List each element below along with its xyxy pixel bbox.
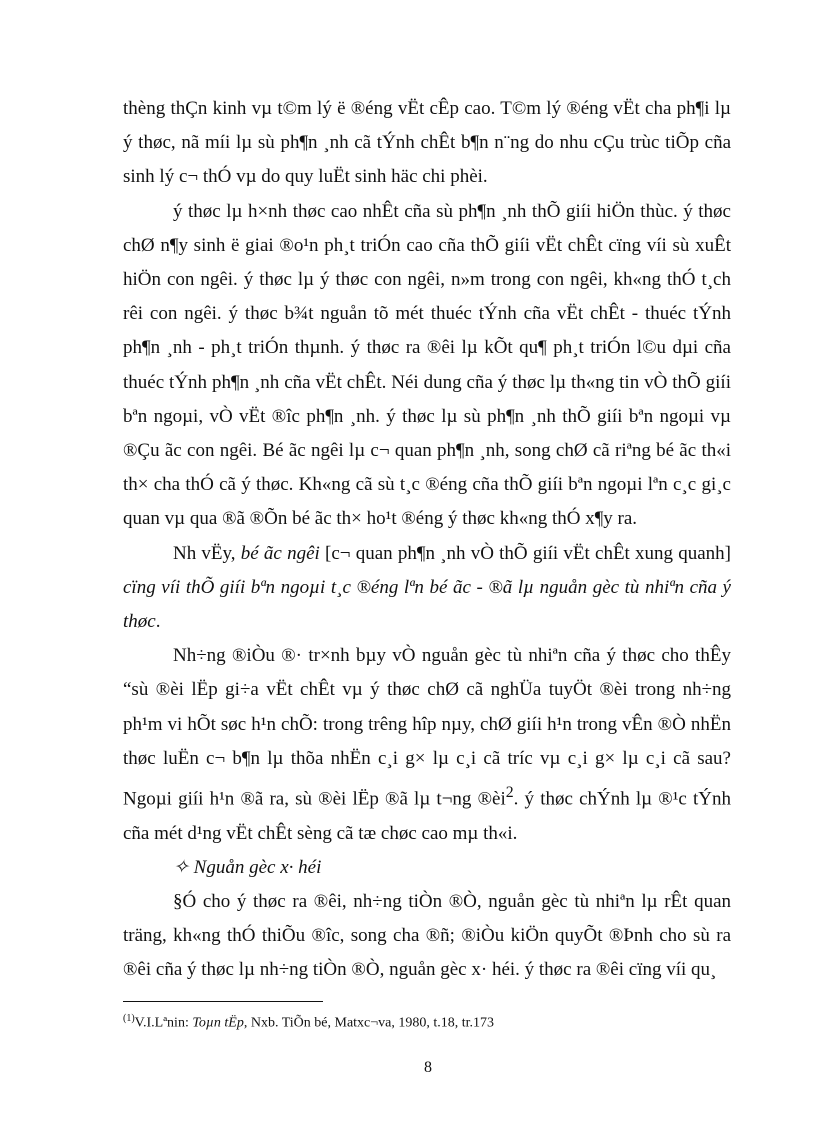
paragraph-3-lead: Nh vËy, <box>173 542 241 564</box>
paragraph-4 <box>123 639 731 851</box>
paragraph-3-end: . <box>155 611 161 633</box>
paragraph-3-middle: [c¬ quan ph¶n ¸nh vÒ thÕ giíi vËt chÊt xung quanh] <box>319 542 732 564</box>
paragraph-4-text: Nh÷ng ®iÒu ®· tr×nh bµy vÒ nguån gèc tù nhiªn cña ý thøc cho thÊy “sù ®èi lËp gi÷a vËt chÊt vµ ý thøc chØ cã nghÜa tuyÖt ®èi trong nh÷ng ph¹m vi hÕt søc h¹n chÕ: trong trêng hîp nµy, chØ giíi h¹n trong vÊn ®Ò nhËn thøc luËn c¬ b¶n lµ thõa nhËn c¸i g× lµ c¸i cã tríc vµ c¸i g× lµ c¸i cã sau? Ngoµi giíi h¹n ®ã ra, sù ®èi lËp ®ã lµ t¬ng ®èi <box>123 645 731 810</box>
paragraph-4-tail: . ý thøc chÝnh lµ ®¹c tÝnh cña mét d¹ng vËt chÊt sèng cã tæ chøc cao mµ th«i. <box>123 788 731 844</box>
footnote-rest: , Nxb. TiÕn bé, Matxc¬va, 1980, t.18, tr.173 <box>243 1015 495 1031</box>
paragraph-2: ý thøc lµ h×nh thøc cao nhÊt cña sù ph¶n ¸nh thÕ giíi hiÖn thùc. ý thøc chØ n¶y sinh ë giai ®o¹n ph¸t triÓn cao cña thÕ giíi vËt chÊt cïng víi sù xuÊt hiÖn con ngêi. ý thøc lµ ý thøc con ngêi, n»m trong con ngêi, kh«ng thÓ t¸ch rêi con ngêi. ý thøc b¾t nguån tõ mét thuéc tÝnh cña vËt chÊt - thuéc tÝnh ph¶n ¸nh - ph¸t triÓn thµnh. ý thøc ra ®êi lµ kÕt qu¶ ph¸t triÓn l©u dµi cña thuéc tÝnh ph¶n ¸nh cña vËt chÊt. Néi dung cña ý thøc lµ th«ng tin vÒ thÕ giíi bªn ngoµi, vÒ vËt ®îc ph¶n ¸nh. ý thøc lµ sù ph¶n ¸nh thÕ giíi bªn ngoµi vµ ®Çu ãc con ngêi. Bé ãc ngêi lµ c¬ quan ph¶n ¸nh, song chØ cã riªng bé ãc th«i th× cha thÓ cã ý thøc. Kh«ng cã sù t¸c ®éng cña thÕ giíi bªn ngoµi lªn c¸c gi¸c quan vµ qua ®ã ®Õn bé ãc th× ho¹t ®éng ý thøc kh«ng thÓ x¶y ra. <box>123 200 731 530</box>
paragraph-3-italic-lead: bé ãc ngêi <box>240 542 320 564</box>
footnote <box>123 1010 731 1033</box>
paragraph-5: §Ó cho ý thøc ra ®êi, nh÷ng tiÒn ®Ò, nguån gèc tù nhiªn lµ rÊt quan träng, kh«ng thÓ thiÕu ®îc, song cha ®ñ; ®iÒu kiÖn quyÕt ®Þnh cho sù ra ®êi cña ý thøc lµ nh÷ng tiÒn ®Ò, nguån gèc x· héi. ý thøc ra ®êi cïng víi qu¸ <box>123 891 731 981</box>
page-number: 8 <box>424 1059 432 1076</box>
paragraph-1: thèng thÇn kinh vµ t©m lý ë ®éng vËt cÊp cao. T©m lý ®éng vËt cha ph¶i lµ ý thøc, nã míi lµ sù ph¶n ¸nh cã tÝnh chÊt b¶n n¨ng do nhu cÇu trùc tiÕp cña sinh lý c¬ thÓ vµ do quy luËt sinh häc chi phèi. <box>123 98 731 188</box>
footnote-divider <box>123 1001 323 1002</box>
paragraph-3-italic-tail: cïng víi thÕ giíi bªn ngoµi t¸c ®éng lªn bé ãc - ®ã lµ nguån gèc tù nhiªn cña ý thøc <box>123 576 731 633</box>
footnote-lead: V.I.Lªnin: <box>134 1015 193 1031</box>
paragraph-3 <box>123 537 731 640</box>
footnote-reference: 2 <box>505 784 514 802</box>
main-text <box>123 92 731 988</box>
footnote-title: Toµn tËp <box>192 1015 244 1031</box>
footnote-marker: (1) <box>123 1013 135 1024</box>
section-heading: ✧ Nguån gèc x· héi <box>173 856 322 878</box>
